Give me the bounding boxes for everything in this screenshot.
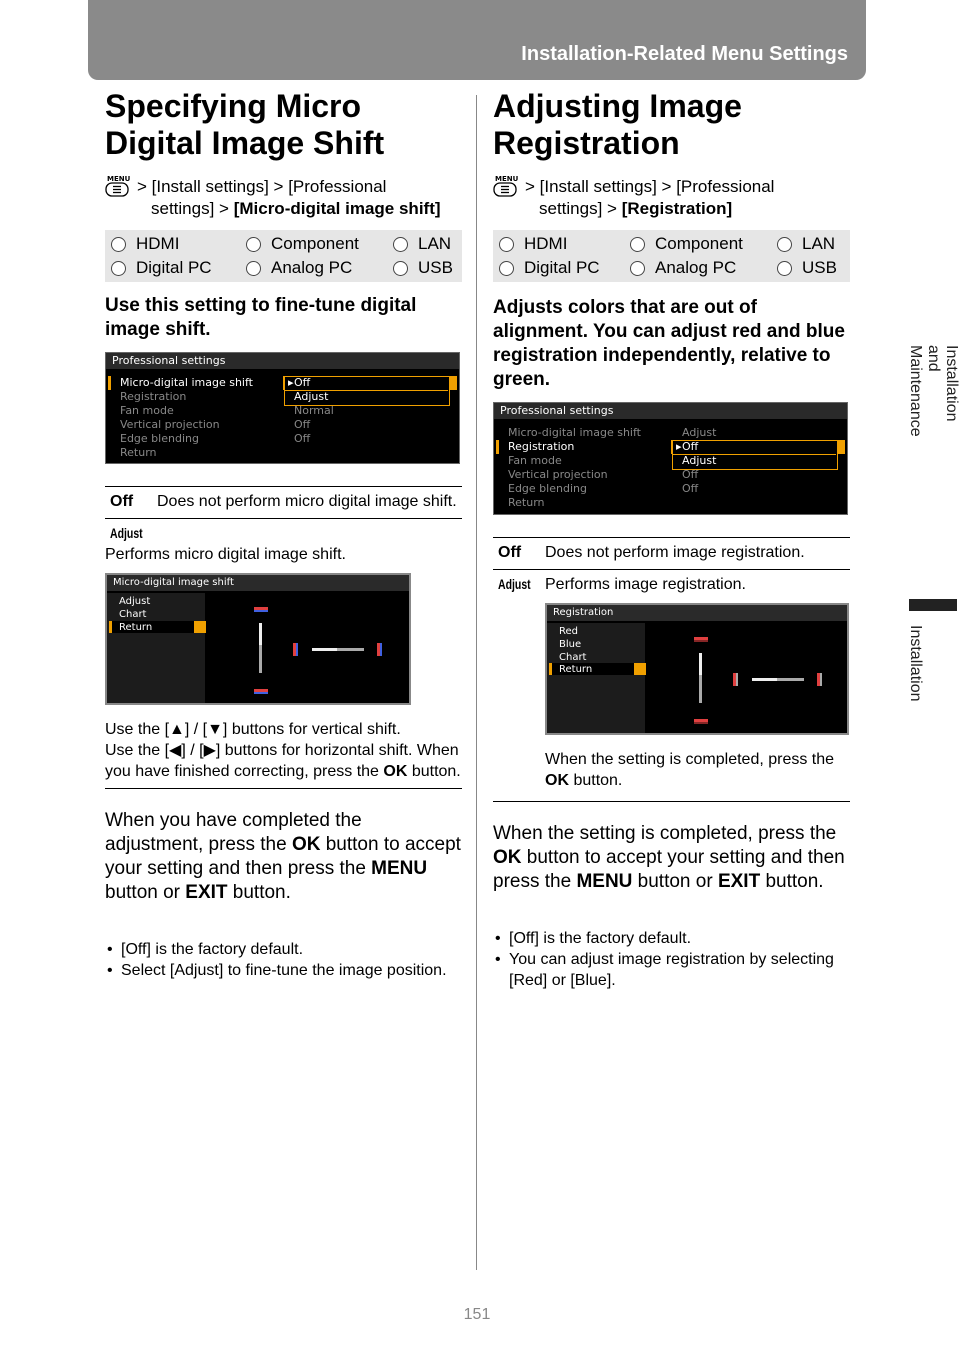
radio-icon [777, 261, 792, 276]
lead-text: Use this setting to fine-tune digital image shift. [105, 295, 417, 340]
notes-list [493, 928, 850, 991]
path-text-line1: > [Install settings] > [Professional [137, 177, 387, 196]
side-label-chapter: Installation and Maintenance [907, 345, 960, 437]
right-heading: Adjusting Image Registration [493, 88, 742, 161]
instructions-vertical: Use the [▲] / [▼] buttons for vertical shift. [105, 721, 401, 738]
options-table [105, 486, 462, 789]
left-menu-path [105, 176, 462, 220]
input-signals: HDMI Component LAN Digital PC Analog PC USB [493, 230, 850, 282]
path-text-line2: settings] > [Registration] [539, 199, 733, 218]
table-row: Adjust Performs image registration. Registration Red Blue Chart Return When the setting is completed, press the OK button. [493, 570, 850, 802]
shift-arrows-graphic [247, 603, 397, 698]
page-number: 151 [463, 1306, 491, 1323]
table-row: Off Does not perform image registration. [493, 538, 850, 570]
section-title: Installation-Related Menu Settings [521, 43, 848, 65]
list-item: • You can adjust image registration by selecting [Red] or [Blue]. [493, 949, 850, 991]
options-table [493, 537, 850, 802]
right-column [493, 88, 850, 991]
right-menu-path [493, 176, 850, 220]
instructions-horizontal: Use the [◀] / [▶] buttons for horizontal shift. When you have finished correcting, press the OK button. [105, 742, 461, 780]
path-text-line1: > [Install settings] > [Professional [525, 177, 775, 196]
notes-list [105, 939, 462, 981]
path-text-line2: settings] > [Micro-digital image shift] [151, 199, 441, 218]
completion-text: When you have completed the adjustment, press the OK button to accept your setting and then press the MENU button or EXIT button. [105, 810, 461, 903]
column-divider [476, 95, 477, 1270]
radio-icon [630, 261, 645, 276]
left-column [105, 88, 462, 981]
radio-icon [499, 237, 514, 252]
radio-icon [246, 261, 261, 276]
completion-text: When the setting is completed, press the OK button to accept your setting and then press the MENU button or EXIT button. [493, 823, 845, 892]
osd-professional-settings: Professional settings Micro-digital image shift Adjust Registration ▸ Off Fan mode Adjust Vertical projection Off Edge blending Off Return [493, 402, 848, 515]
svg-text:MENU: MENU [107, 175, 131, 183]
menu-button-icon [493, 174, 519, 198]
radio-icon [499, 261, 514, 276]
list-item: • [Off] is the factory default. [493, 928, 850, 949]
osd-professional-settings: Professional settings Micro-digital image shift ▸ Off Registration Adjust Fan mode Normal Vertical projection Off Edge blending Off Return [105, 352, 460, 464]
arrow-right-icon: ▸ [288, 376, 294, 389]
page-header-bar [88, 0, 866, 80]
radio-icon [111, 261, 126, 276]
arrow-right-icon: ▸ [676, 440, 682, 453]
radio-icon [777, 237, 792, 252]
table-row: Off Does not perform micro digital image shift. [105, 487, 462, 519]
side-tab-marker [909, 599, 957, 611]
list-item: • [Off] is the factory default. [105, 939, 462, 960]
menu-button-icon [105, 174, 131, 198]
side-label-section: Installation [907, 625, 924, 702]
radio-icon [630, 237, 645, 252]
svg-text:MENU: MENU [495, 175, 519, 183]
list-item: • Select [Adjust] to fine-tune the image position. [105, 960, 462, 981]
input-signals: HDMI Component LAN Digital PC Analog PC USB [105, 230, 462, 282]
registration-arrows-graphic [687, 633, 837, 728]
instructions-text: When the setting is completed, press the OK button. [545, 751, 835, 789]
table-row: Adjust Performs micro digital image shift. Micro-digital image shift Adjust Chart Return Use the [▲] / [▼] buttons for vertical shift. Use the [◀] / [▶] buttons for horizontal shift. When you have finished correcting, press the OK button. [105, 519, 462, 789]
radio-icon [111, 237, 126, 252]
left-heading: Specifying Micro Digital Image Shift [105, 88, 385, 161]
radio-icon [393, 237, 408, 252]
osd-registration-screen: Registration Red Blue Chart Return [545, 603, 849, 735]
lead-text: Adjusts colors that are out of alignment. You can adjust red and blue registration independently, relative to green. [493, 297, 845, 390]
radio-icon [393, 261, 408, 276]
osd-micro-shift-screen: Micro-digital image shift Adjust Chart Return [105, 573, 411, 705]
radio-icon [246, 237, 261, 252]
